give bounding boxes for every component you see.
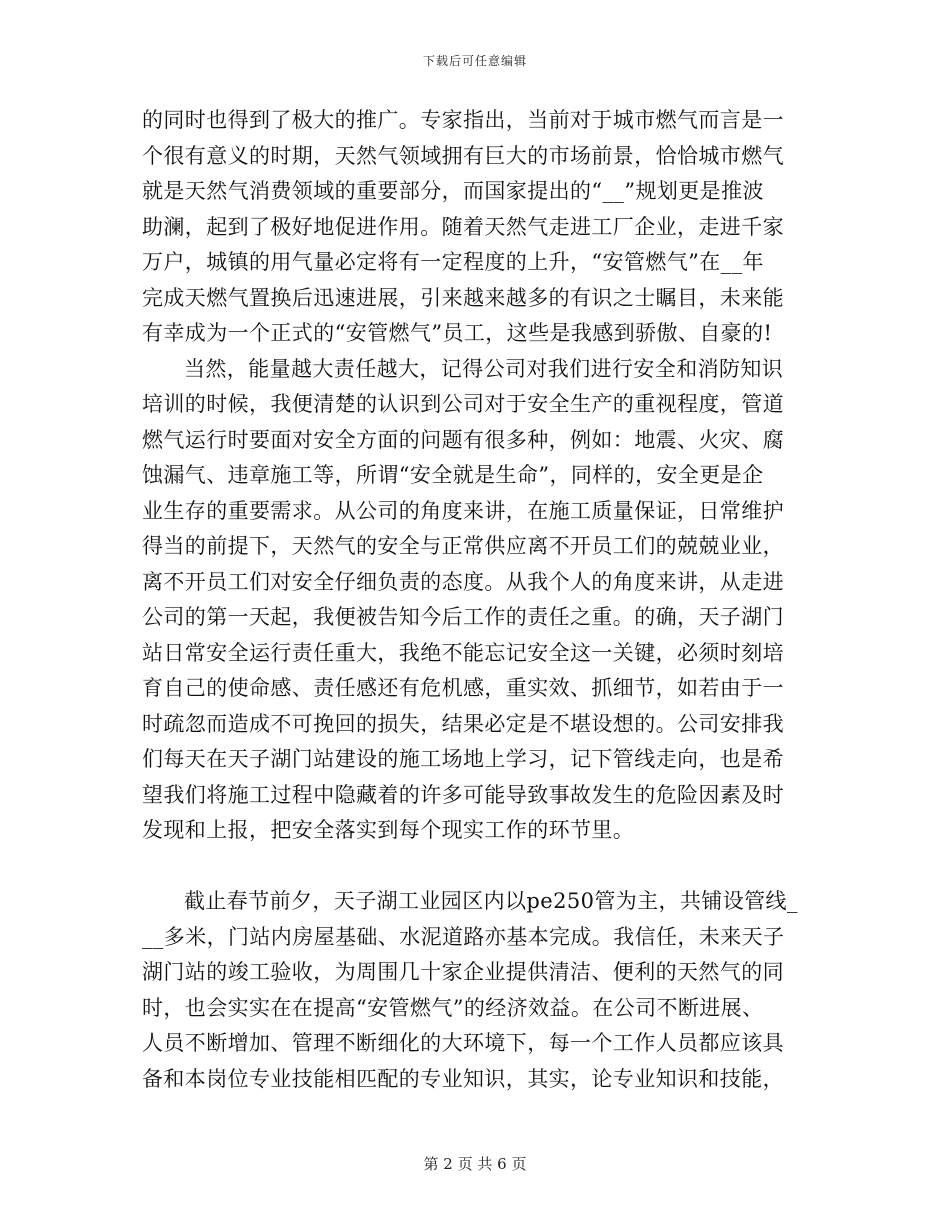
text-line: 个很有意义的时期，天然气领域拥有巨大的市场前景，恰恰城市燃气 bbox=[142, 143, 784, 168]
text-line: 万户，城镇的用气量必定将有一定程度的上升，“安管燃气”在__年 bbox=[142, 250, 764, 274]
text-line: 就是天然气消费领域的重要部分，而国家提出的“__”规划更是推波 bbox=[142, 179, 764, 203]
text-line: 的同时也得到了极大的推广。专家指出，当前对于城市燃气而言是一 bbox=[142, 108, 784, 132]
text-line: __多米，门站内房屋基础、水泥道路亦基本完成。我信任，未来天子 bbox=[142, 924, 785, 949]
text-line: 备和本岗位专业技能相匹配的专业知识，其实，论专业知识和技能， bbox=[142, 1066, 784, 1091]
text-line: 业生存的重要需求。从公司的角度来讲，在施工质量保证，日常维护 bbox=[142, 498, 784, 523]
text-line: 望我们将施工过程中隐藏着的许多可能导致事故发生的危险因素及时 bbox=[142, 782, 784, 807]
text-line: 站日常安全运行责任重大，我绝不能忘记安全这一关键，必须时刻培 bbox=[142, 640, 784, 665]
text-line: 育自己的使命感、责任感还有危机感，重实效、抓细节，如若由于一 bbox=[142, 676, 784, 700]
text-line: 当然，能量越大责任越大，记得公司对我们进行安全和消防知识 bbox=[184, 356, 784, 381]
text-line: 时疏忽而造成不可挽回的损失，结果必定是不堪设想的。公司安排我 bbox=[142, 711, 784, 736]
text-line: 人员不断增加、管理不断细化的大环境下，每一个工作人员都应该具 bbox=[142, 1031, 784, 1055]
text-line: 公司的第一天起，我便被告知今后工作的责任之重。的确，天子湖门 bbox=[142, 605, 784, 629]
text-line: 有幸成为一个正式的“安管燃气”员工，这些是我感到骄傲、自豪的! bbox=[142, 321, 773, 345]
text-line: 截止春节前夕，天子湖工业园区内以pe250管为主，共铺设管线_ bbox=[184, 889, 798, 913]
page-header: 下载后可任意编辑 bbox=[422, 54, 527, 68]
text-line: 助澜，起到了极好地促进作用。随着天然气走进工厂企业，走进千家 bbox=[142, 214, 784, 239]
text-line: 发现和上报，把安全落实到每个现实工作的环节里。 bbox=[142, 818, 635, 842]
text-line: 离不开员工们对安全仔细负责的态度。从我个人的角度来讲，从走进 bbox=[142, 569, 784, 594]
paragraph bbox=[142, 884, 802, 1097]
paragraph bbox=[142, 103, 802, 352]
paragraph bbox=[142, 352, 802, 885]
document-body bbox=[142, 103, 802, 1097]
text-line: 时，也会实实在在提高“安管燃气”的经济效益。在公司不断进展、 bbox=[142, 995, 764, 1020]
text-line bbox=[142, 849, 802, 885]
text-line: 完成天燃气置换后迅速进展，引来越来越多的有识之士瞩目，未来能 bbox=[142, 285, 784, 310]
text-line: 湖门站的竣工验收，为周围几十家企业提供清洁、便利的天然气的同 bbox=[142, 960, 784, 984]
page-footer: 第 2 页 共 6 页 bbox=[423, 1155, 527, 1173]
text-line: 得当的前提下，天然气的安全与正常供应离不开员工们的兢兢业业， bbox=[142, 534, 784, 558]
text-line: 培训的时候，我便清楚的认识到公司对于安全生产的重视程度，管道 bbox=[142, 392, 784, 416]
text-line: 蚀漏气、违章施工等，所谓“安全就是生命”，同样的，安全更是企 bbox=[142, 463, 764, 487]
text-line: 燃气运行时要面对安全方面的问题有很多种，例如：地震、火灾、腐 bbox=[142, 427, 784, 452]
text-line: 们每天在天子湖门站建设的施工场地上学习，记下管线走向，也是希 bbox=[142, 747, 784, 771]
